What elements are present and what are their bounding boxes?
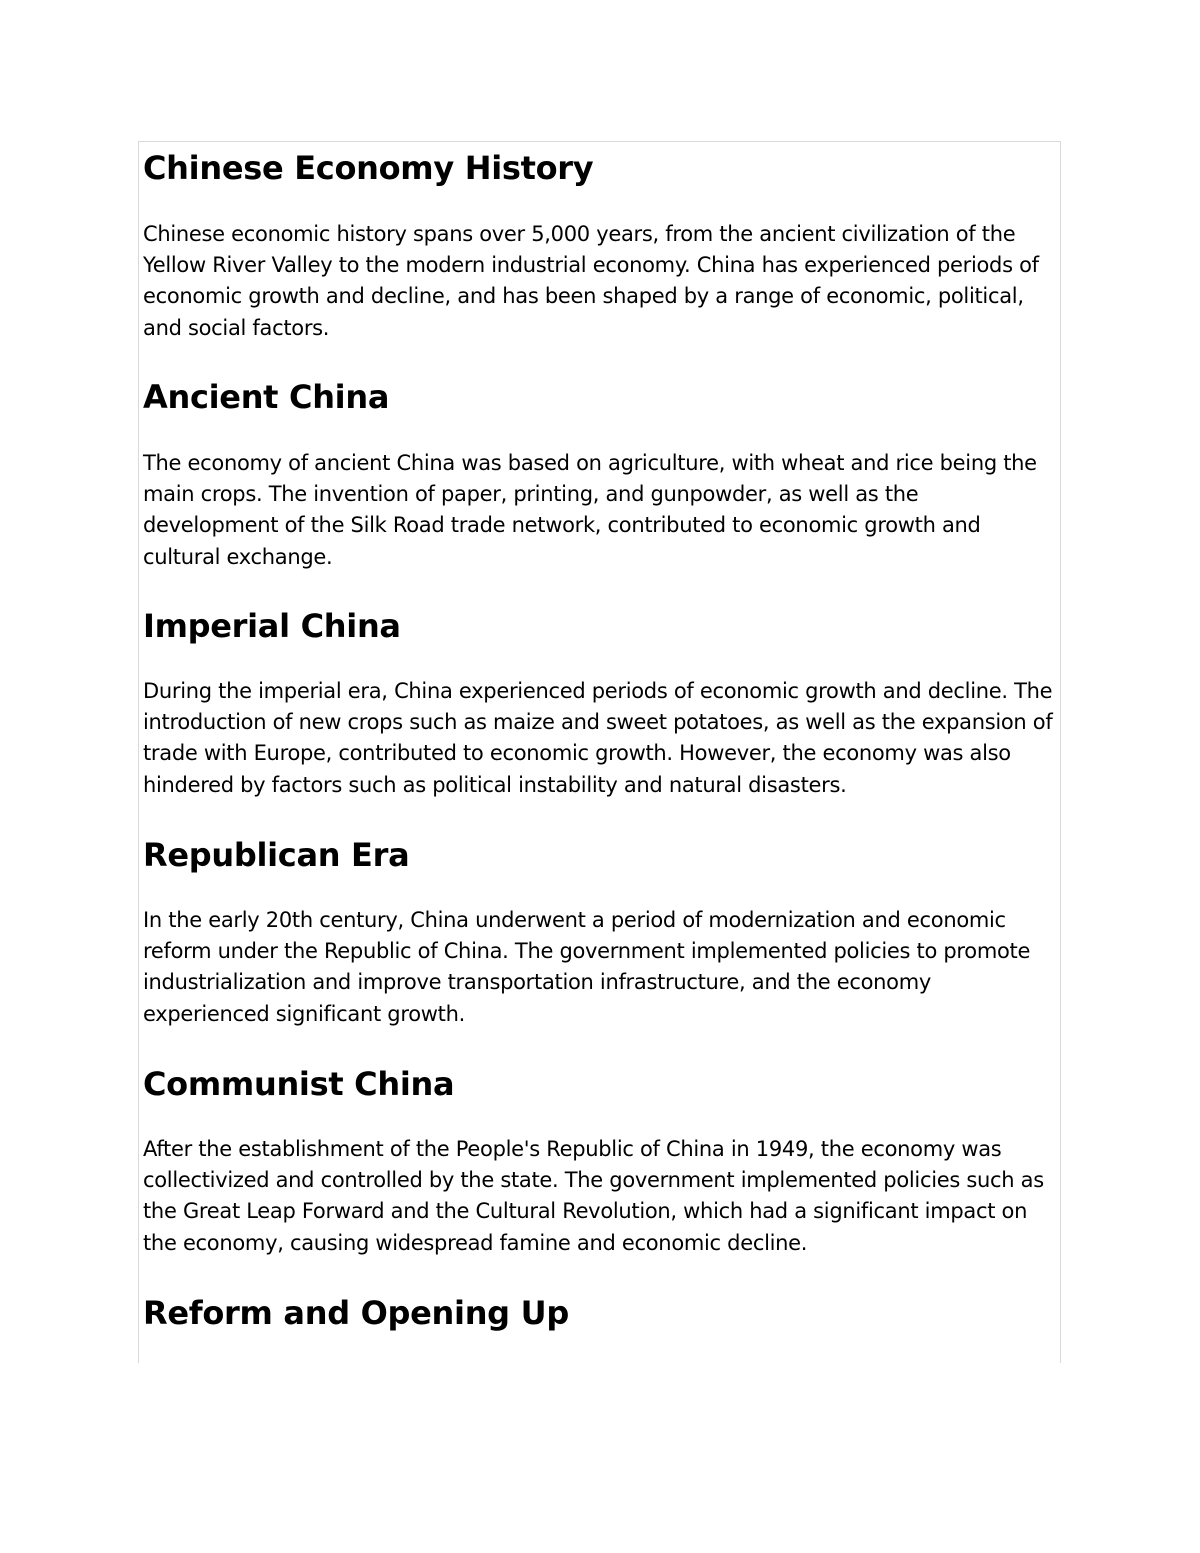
section-body-communist-china: After the establishment of the People's Republic of China in 1949, the economy was collectivized and controlled by the state. The government implemented policies such as the Great Leap Forward and the Cultural Revolution, which had a significant impact on the economy, causing widespread famine and economic decline. [143,1137,1044,1255]
section-heading-ancient-china: Ancient China [143,378,390,416]
page-title: Chinese Economy History [143,149,594,187]
section-heading-communist-china: Communist China [143,1065,455,1103]
section-body-republican-era: In the early 20th century, China underwent a period of modernization and economic reform under the Republic of China. The government implemented policies to promote industrialization and improve transportation infrastructure, and the economy experienced significant growth. [143,908,1031,1026]
section-heading-reform-and-opening-up: Reform and Opening Up [143,1294,569,1332]
section-body-imperial-china: During the imperial era, China experienced periods of economic growth and decline. The introduction of new crops such as maize and sweet potatoes, as well as the expansion of trade with Europe, contributed to economic growth. However, the economy was also hindered by factors such as political instability and natural disasters. [143,679,1053,797]
intro-paragraph: Chinese economic history spans over 5,000 years, from the ancient civilization of the Yellow River Valley to the modern industrial economy. China has experienced periods of economic growth and decline, and has been shaped by a range of economic, political, and social factors. [143,222,1039,340]
section-body-ancient-china: The economy of ancient China was based on agriculture, with wheat and rice being the main crops. The invention of paper, printing, and gunpowder, as well as the development of the Silk Road trade network, contributed to economic growth and cultural exchange. [143,451,1037,569]
section-heading-imperial-china: Imperial China [143,607,401,645]
section-heading-republican-era: Republican Era [143,836,410,874]
